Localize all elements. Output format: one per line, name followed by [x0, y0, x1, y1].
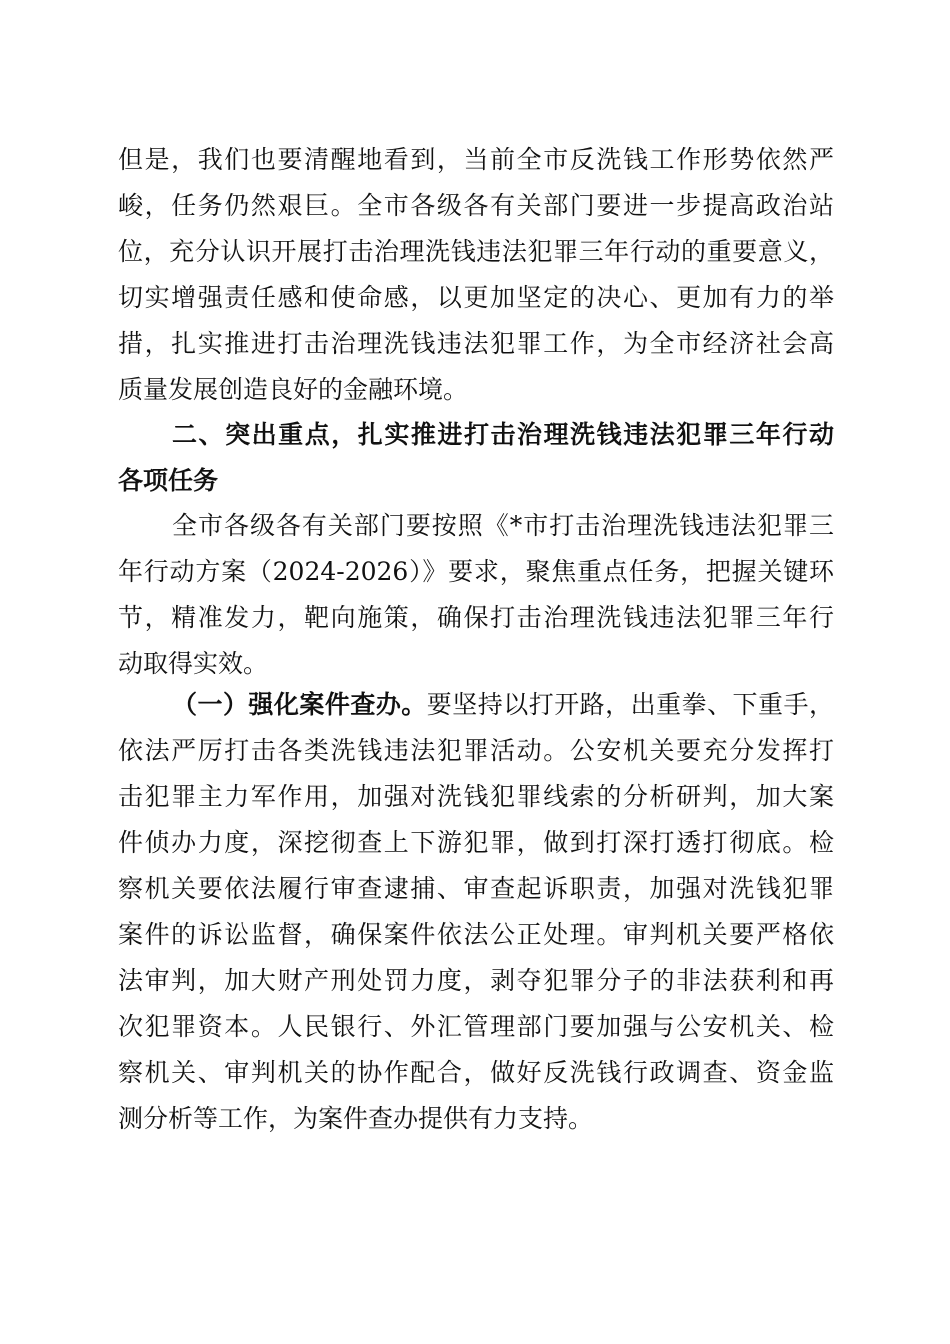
subsection-lead: （一）强化案件查办。 — [172, 690, 427, 719]
paragraph-3-line-5: 察机关要依法履行审查逮捕、审查起诉职责，加强对洗钱犯罪 — [118, 874, 834, 903]
paragraph-3-line-1-rest: 要坚持以打开路，出重拳、下重手， — [426, 690, 834, 719]
paragraph-3-line-9: 察机关、审判机关的协作配合，做好反洗钱行政调查、资金监 — [118, 1058, 834, 1087]
paragraph-1-line-2: 峻，任务仍然艰巨。全市各级各有关部门要进一步提高政治站 — [118, 191, 834, 220]
paragraph-1-line-6: 质量发展创造良好的金融环境。 — [118, 375, 469, 404]
paragraph-1-line-3: 位，充分认识开展打击治理洗钱违法犯罪三年行动的重要意义， — [118, 237, 834, 266]
section-heading-line-1: 二、突出重点，扎实推进打击治理洗钱违法犯罪三年行动 — [172, 420, 834, 449]
paragraph-3-line-7: 法审判，加大财产刑处罚力度，剥夺犯罪分子的非法获利和再 — [118, 966, 834, 995]
paragraph-3-line-1 — [172, 688, 834, 722]
paragraph-1-line-1: 但是，我们也要清醒地看到，当前全市反洗钱工作形势依然严 — [118, 145, 834, 174]
paragraph-2-line-2: 年行动方案（2024-2026）》要求，聚焦重点任务，把握关键环 — [118, 557, 834, 586]
paragraph-3-line-6: 案件的诉讼监督，确保案件依法公正处理。审判机关要严格依 — [118, 920, 834, 949]
paragraph-3-line-2: 依法严厉打击各类洗钱违法犯罪活动。公安机关要充分发挥打 — [118, 736, 834, 765]
paragraph-1-line-5: 措，扎实推进打击治理洗钱违法犯罪工作，为全市经济社会高 — [118, 329, 834, 358]
paragraph-3-line-8: 次犯罪资本。人民银行、外汇管理部门要加强与公安机关、检 — [118, 1012, 834, 1041]
paragraph-2-line-4: 动取得实效。 — [118, 649, 269, 678]
paragraph-2-line-3: 节，精准发力，靶向施策，确保打击治理洗钱违法犯罪三年行 — [118, 603, 834, 632]
paragraph-3-line-10: 测分析等工作，为案件查办提供有力支持。 — [118, 1104, 594, 1133]
paragraph-3-line-4: 件侦办力度，深挖彻查上下游犯罪，做到打深打透打彻底。检 — [118, 828, 834, 857]
section-heading-line-2: 各项任务 — [118, 466, 219, 495]
paragraph-3-line-3: 击犯罪主力军作用，加强对洗钱犯罪线索的分析研判，加大案 — [118, 782, 834, 811]
paragraph-2-line-1: 全市各级各有关部门要按照《*市打击治理洗钱违法犯罪三 — [172, 511, 834, 540]
paragraph-1-line-4: 切实增强责任感和使命感，以更加坚定的决心、更加有力的举 — [118, 283, 834, 312]
